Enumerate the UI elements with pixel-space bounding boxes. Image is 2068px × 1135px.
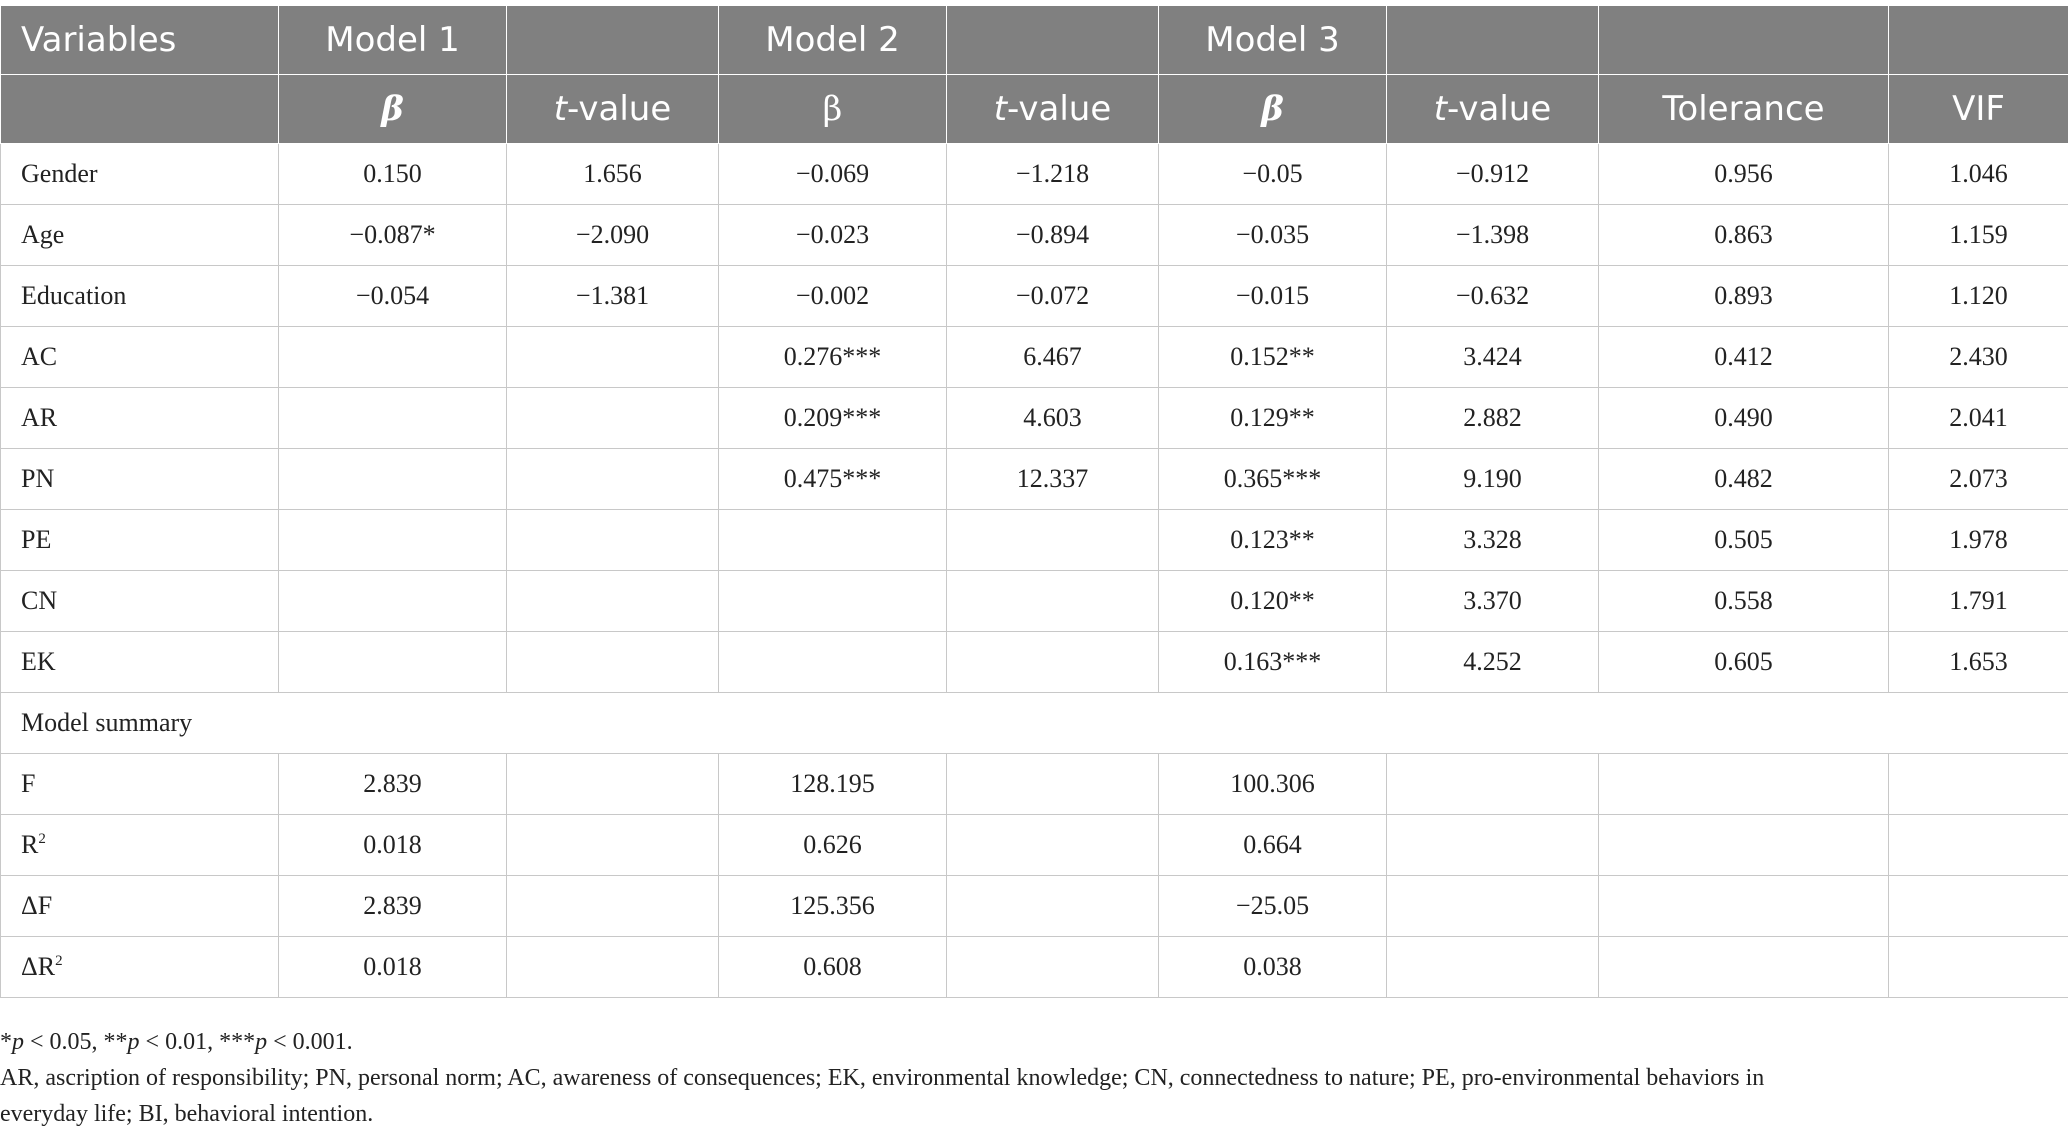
cell: −0.054 (279, 266, 507, 327)
cell: −0.015 (1159, 266, 1387, 327)
table-row (1, 266, 2068, 327)
cell: 3.424 (1387, 327, 1599, 388)
header-blank-3 (1387, 6, 1599, 75)
cell (279, 327, 507, 388)
cell: 6.467 (947, 327, 1159, 388)
cell: 0.626 (719, 815, 947, 876)
header-row-models (1, 6, 2068, 75)
cell: −1.381 (507, 266, 719, 327)
cell: 128.195 (719, 754, 947, 815)
table-row (1, 388, 2068, 449)
header-vif: VIF (1889, 75, 2068, 144)
cell: 0.490 (1599, 388, 1889, 449)
row-label: Gender (1, 144, 279, 205)
row-label: EK (1, 632, 279, 693)
row-label: AR (1, 388, 279, 449)
summary-label: $R^2$ (1, 815, 279, 876)
significance-note: *p < 0.05, **p < 0.01, ***p < 0.001. (0, 1029, 353, 1055)
cell (507, 388, 719, 449)
cell: 3.370 (1387, 571, 1599, 632)
cell: 1.120 (1889, 266, 2068, 327)
cell: 0.664 (1159, 815, 1387, 876)
cell (719, 632, 947, 693)
cell: 0.605 (1599, 632, 1889, 693)
cell: 1.046 (1889, 144, 2068, 205)
cell (1889, 937, 2068, 998)
cell (507, 571, 719, 632)
cell: 0.018 (279, 937, 507, 998)
cell (507, 327, 719, 388)
cell: 2.073 (1889, 449, 2068, 510)
cell: 0.152** (1159, 327, 1387, 388)
summary-row (1, 815, 2068, 876)
cell: −0.023 (719, 205, 947, 266)
summary-label: ΔF (1, 876, 279, 937)
header-beta-model-1: β (279, 75, 507, 144)
cell (1387, 754, 1599, 815)
row-label: PE (1, 510, 279, 571)
cell (947, 510, 1159, 571)
cell (507, 937, 719, 998)
summary-row (1, 876, 2068, 937)
cell: −0.035 (1159, 205, 1387, 266)
header-model-2: Model 2 (719, 6, 947, 75)
table-header (1, 6, 2068, 144)
cell (947, 876, 1159, 937)
table-row (1, 449, 2068, 510)
table-row (1, 571, 2068, 632)
cell (719, 510, 947, 571)
cell: −0.072 (947, 266, 1159, 327)
cell: 0.558 (1599, 571, 1889, 632)
table-row (1, 144, 2068, 205)
cell: 1.653 (1889, 632, 2068, 693)
cell: 4.603 (947, 388, 1159, 449)
header-t-value-model-1: t-value (507, 75, 719, 144)
cell: 12.337 (947, 449, 1159, 510)
cell: 0.038 (1159, 937, 1387, 998)
cell (1889, 754, 2068, 815)
header-blank-2 (947, 6, 1159, 75)
cell (719, 571, 947, 632)
cell: −25.05 (1159, 876, 1387, 937)
cell: 3.328 (1387, 510, 1599, 571)
header-beta-model-2: β (719, 75, 947, 144)
cell: 0.209*** (719, 388, 947, 449)
header-t-value-model-2: t-value (947, 75, 1159, 144)
row-label: Age (1, 205, 279, 266)
cell: 2.882 (1387, 388, 1599, 449)
cell: 0.412 (1599, 327, 1889, 388)
row-label: Education (1, 266, 279, 327)
regression-table-container (0, 5, 2068, 998)
cell (507, 876, 719, 937)
cell: 4.252 (1387, 632, 1599, 693)
header-blank-1 (507, 6, 719, 75)
cell: 0.893 (1599, 266, 1889, 327)
cell (947, 571, 1159, 632)
cell: 2.041 (1889, 388, 2068, 449)
header-variables: Variables (1, 6, 279, 75)
cell: 100.306 (1159, 754, 1387, 815)
cell: 0.163*** (1159, 632, 1387, 693)
cell: 0.018 (279, 815, 507, 876)
cell (1599, 754, 1889, 815)
table-body (1, 144, 2068, 998)
cell: 9.190 (1387, 449, 1599, 510)
cell: −0.912 (1387, 144, 1599, 205)
cell: 0.956 (1599, 144, 1889, 205)
cell (507, 449, 719, 510)
cell: 0.365*** (1159, 449, 1387, 510)
cell: −1.398 (1387, 205, 1599, 266)
cell: −0.05 (1159, 144, 1387, 205)
cell: 0.505 (1599, 510, 1889, 571)
cell (279, 571, 507, 632)
header-blank-5 (1889, 6, 2068, 75)
table-row (1, 327, 2068, 388)
table-row (1, 632, 2068, 693)
cell (1599, 876, 1889, 937)
cell (507, 754, 719, 815)
cell: 0.863 (1599, 205, 1889, 266)
cell (279, 449, 507, 510)
header-row-columns (1, 75, 2068, 144)
cell: 1.656 (507, 144, 719, 205)
cell: 0.120** (1159, 571, 1387, 632)
cell: 0.123** (1159, 510, 1387, 571)
table-notes (0, 1024, 2060, 1132)
cell: −0.087* (279, 205, 507, 266)
cell: 0.482 (1599, 449, 1889, 510)
cell: −0.069 (719, 144, 947, 205)
abbreviation-note-line-1: AR, ascription of responsibility; PN, personal norm; AC, awareness of consequences; EK, environmental knowledge; CN, connectedness to nature; PE, pro-environmental behaviors in (0, 1065, 1765, 1091)
cell (1387, 815, 1599, 876)
row-label: AC (1, 327, 279, 388)
header-model-1: Model 1 (279, 6, 507, 75)
cell (947, 754, 1159, 815)
cell: −1.218 (947, 144, 1159, 205)
cell: 2.839 (279, 876, 507, 937)
header-sub-blank (1, 75, 279, 144)
cell (507, 815, 719, 876)
cell: 0.129** (1159, 388, 1387, 449)
summary-label: F (1, 754, 279, 815)
cell: 2.839 (279, 754, 507, 815)
regression-table (0, 5, 2068, 998)
cell: 2.430 (1889, 327, 2068, 388)
table-row (1, 205, 2068, 266)
header-blank-4 (1599, 6, 1889, 75)
cell: 1.791 (1889, 571, 2068, 632)
cell (507, 632, 719, 693)
cell: 0.150 (279, 144, 507, 205)
cell: −0.002 (719, 266, 947, 327)
cell (1387, 937, 1599, 998)
cell: −0.632 (1387, 266, 1599, 327)
cell: 1.978 (1889, 510, 2068, 571)
summary-row (1, 754, 2068, 815)
cell (1889, 815, 2068, 876)
cell: 0.475*** (719, 449, 947, 510)
cell (279, 510, 507, 571)
cell (947, 937, 1159, 998)
row-label: PN (1, 449, 279, 510)
cell (1889, 876, 2068, 937)
header-beta-model-3: β (1159, 75, 1387, 144)
cell (1599, 815, 1889, 876)
summary-row (1, 937, 2068, 998)
cell (507, 510, 719, 571)
cell (947, 632, 1159, 693)
table-row (1, 510, 2068, 571)
header-tolerance: Tolerance (1599, 75, 1889, 144)
header-t-value-model-3: t-value (1387, 75, 1599, 144)
row-label: CN (1, 571, 279, 632)
cell: 125.356 (719, 876, 947, 937)
model-summary-label: Model summary (1, 693, 2068, 754)
cell: 0.276*** (719, 327, 947, 388)
summary-label: $\Delta R^2$ (1, 937, 279, 998)
cell: −2.090 (507, 205, 719, 266)
cell: 0.608 (719, 937, 947, 998)
cell (1387, 876, 1599, 937)
cell (279, 388, 507, 449)
header-model-3: Model 3 (1159, 6, 1387, 75)
model-summary-row (1, 693, 2068, 754)
cell: −0.894 (947, 205, 1159, 266)
cell (947, 815, 1159, 876)
abbreviation-note-line-2: everyday life; BI, behavioral intention. (0, 1101, 374, 1127)
cell (1599, 937, 1889, 998)
cell: 1.159 (1889, 205, 2068, 266)
cell (279, 632, 507, 693)
